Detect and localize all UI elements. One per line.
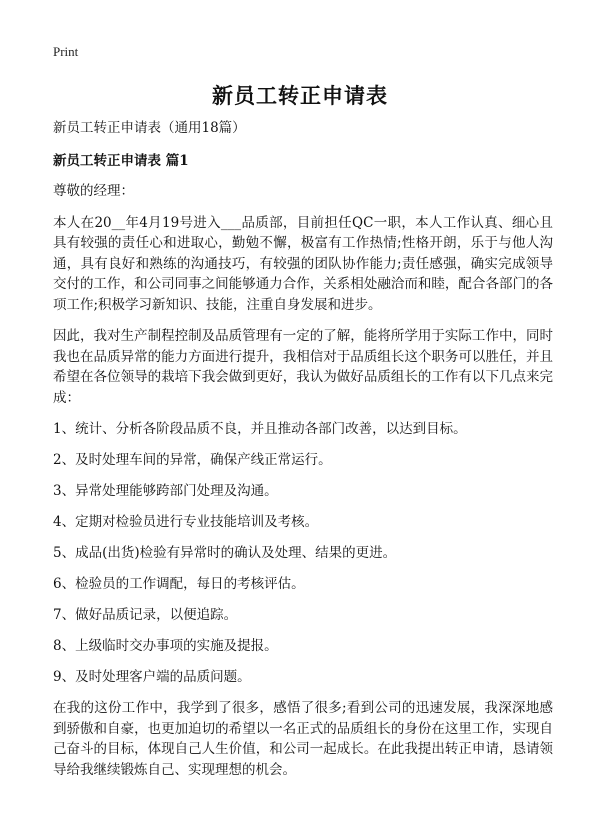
paragraph-closing: 在我的这份工作中，我学到了很多，感悟了很多;看到公司的迅速发展，我深深地感到骄傲和自豪，也更加迫切的希望以一名正式的品质组长的身份在这里工作，实现自己奋斗的目标，体现自己人生价值，和公司一起成长。在此我提出转正申请，恳请领导给我继续锻炼自己、实现理想的机会。: [53, 700, 553, 778]
list-item: 2、及时处理车间的异常，确保产线正常运行。: [53, 452, 332, 468]
greeting-text: 尊敬的经理：: [53, 183, 134, 199]
list-item: 8、上级临时交办事项的实施及提报。: [53, 638, 278, 654]
document-body: [53, 118, 553, 780]
page-title: 新员工转正申请表: [212, 84, 388, 108]
print-link[interactable]: Print: [53, 44, 79, 59]
section-heading: 新员工转正申请表 篇1: [53, 152, 189, 169]
list-item: 4、定期对检验员进行专业技能培训及考核。: [53, 514, 319, 530]
document-subtitle: 新员工转正申请表（通用18篇）: [53, 120, 246, 136]
list-item: 3、异常处理能够跨部门处理及沟通。: [53, 483, 278, 499]
paragraph-plan: 因此，我对生产制程控制及品质管理有一定的了解，能将所学用于实际工作中，同时我也在品质异常的能力方面进行提升，我相信对于品质组长这个职务可以胜任，并且希望在各位领导的栽培下我会做到更好，我认为做好品质组长的工作有以下几点来完成：: [53, 328, 553, 406]
list-item: 9、及时处理客户端的品质问题。: [53, 669, 251, 685]
list-item: 5、成品(出货)检验有异常时的确认及处理、结果的更进。: [53, 545, 397, 561]
list-item: 6、检验员的工作调配，每日的考核评估。: [53, 576, 305, 592]
paragraph-intro: 本人在20__年4月19号进入___品质部，目前担任QC一职，本人工作认真、细心且具有较强的责任心和进取心，勤勉不懈，极富有工作热情;性格开朗，乐于与他人沟通，具有良好和熟练的沟通技巧，有较强的团队协作能力;责任感强，确实完成领导交付的工作，和公司同事之间能够通力合作，关系相处融洽而和睦，配合各部门的各项工作;积极学习新知识、技能，注重自身发展和进步。: [53, 214, 553, 313]
list-item: 1、统计、分析各阶段品质不良，并且推动各部门改善，以达到目标。: [53, 421, 467, 437]
list-item: 7、做好品质记录，以便追踪。: [53, 607, 238, 623]
